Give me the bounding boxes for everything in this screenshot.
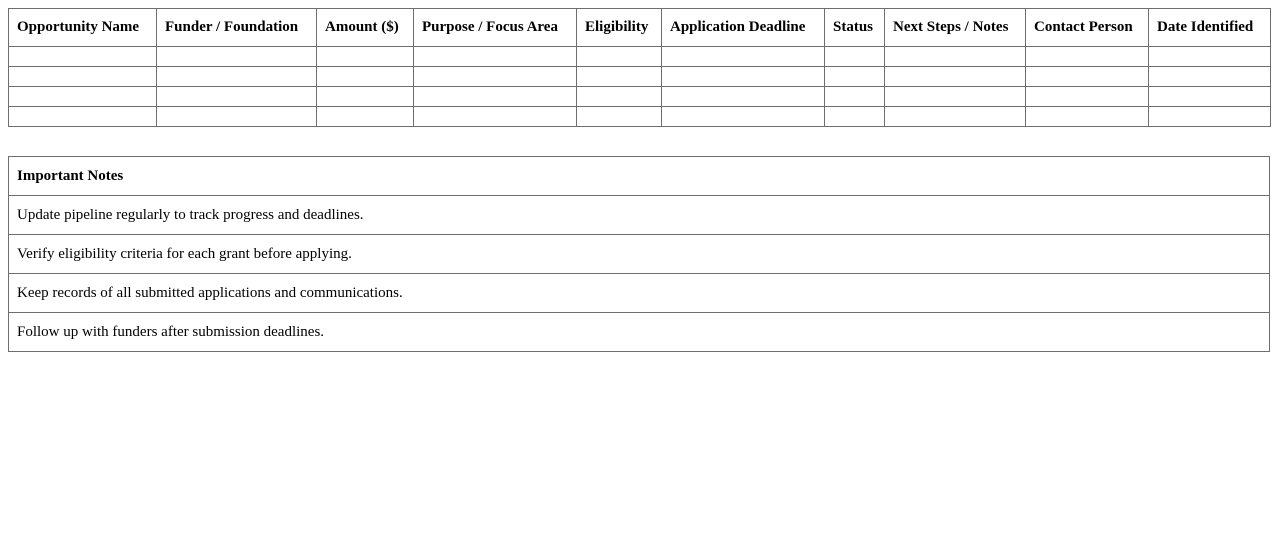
table-row [9, 87, 1271, 107]
column-header-next-steps-notes: Next Steps / Notes [885, 9, 1026, 47]
table-cell[interactable] [157, 67, 317, 87]
column-header-funder-foundation: Funder / Foundation [157, 9, 317, 47]
note-row [9, 196, 1270, 235]
note-item: Update pipeline regularly to track progress and deadlines. [9, 196, 1270, 235]
table-cell[interactable] [825, 47, 885, 67]
table-cell[interactable] [885, 87, 1026, 107]
table-cell[interactable] [157, 107, 317, 127]
table-cell[interactable] [157, 87, 317, 107]
column-header-opportunity-name: Opportunity Name [9, 9, 157, 47]
column-header-contact-person: Contact Person [1026, 9, 1149, 47]
column-header-application-deadline: Application Deadline [662, 9, 825, 47]
table-cell[interactable] [577, 47, 662, 67]
table-cell[interactable] [414, 107, 577, 127]
table-cell[interactable] [885, 107, 1026, 127]
grant-pipeline-table [8, 8, 1271, 127]
table-row [9, 47, 1271, 67]
note-item: Verify eligibility criteria for each grant before applying. [9, 235, 1270, 274]
table-cell[interactable] [317, 87, 414, 107]
table-cell[interactable] [9, 67, 157, 87]
table-cell[interactable] [1026, 107, 1149, 127]
table-cell[interactable] [1026, 47, 1149, 67]
table-cell[interactable] [1026, 67, 1149, 87]
table-cell[interactable] [577, 107, 662, 127]
table-cell[interactable] [577, 87, 662, 107]
table-cell[interactable] [317, 47, 414, 67]
column-header-status: Status [825, 9, 885, 47]
table-cell[interactable] [1149, 47, 1271, 67]
table-cell[interactable] [414, 47, 577, 67]
column-header-date-identified: Date Identified [1149, 9, 1271, 47]
table-cell[interactable] [414, 67, 577, 87]
table-cell[interactable] [414, 87, 577, 107]
table-row [9, 67, 1271, 87]
note-item: Keep records of all submitted applications and communications. [9, 274, 1270, 313]
table-cell[interactable] [9, 87, 157, 107]
note-row [9, 313, 1270, 352]
table-cell[interactable] [662, 47, 825, 67]
table-cell[interactable] [9, 107, 157, 127]
notes-heading: Important Notes [9, 157, 1270, 196]
table-cell[interactable] [1149, 107, 1271, 127]
column-header-amount: Amount ($) [317, 9, 414, 47]
table-cell[interactable] [9, 47, 157, 67]
table-cell[interactable] [317, 67, 414, 87]
table-cell[interactable] [825, 107, 885, 127]
table-cell[interactable] [157, 47, 317, 67]
table-row [9, 107, 1271, 127]
table-cell[interactable] [825, 67, 885, 87]
important-notes-table [8, 156, 1270, 352]
table-cell[interactable] [662, 87, 825, 107]
table-cell[interactable] [317, 107, 414, 127]
note-item: Follow up with funders after submission deadlines. [9, 313, 1270, 352]
table-cell[interactable] [885, 67, 1026, 87]
table-header-row [9, 9, 1271, 47]
table-cell[interactable] [1026, 87, 1149, 107]
note-row [9, 274, 1270, 313]
column-header-eligibility: Eligibility [577, 9, 662, 47]
note-row [9, 235, 1270, 274]
table-cell[interactable] [662, 107, 825, 127]
table-cell[interactable] [1149, 87, 1271, 107]
table-cell[interactable] [825, 87, 885, 107]
table-cell[interactable] [577, 67, 662, 87]
table-cell[interactable] [662, 67, 825, 87]
column-header-purpose-focus-area: Purpose / Focus Area [414, 9, 577, 47]
table-cell[interactable] [1149, 67, 1271, 87]
table-cell[interactable] [885, 47, 1026, 67]
notes-heading-row [9, 157, 1270, 196]
